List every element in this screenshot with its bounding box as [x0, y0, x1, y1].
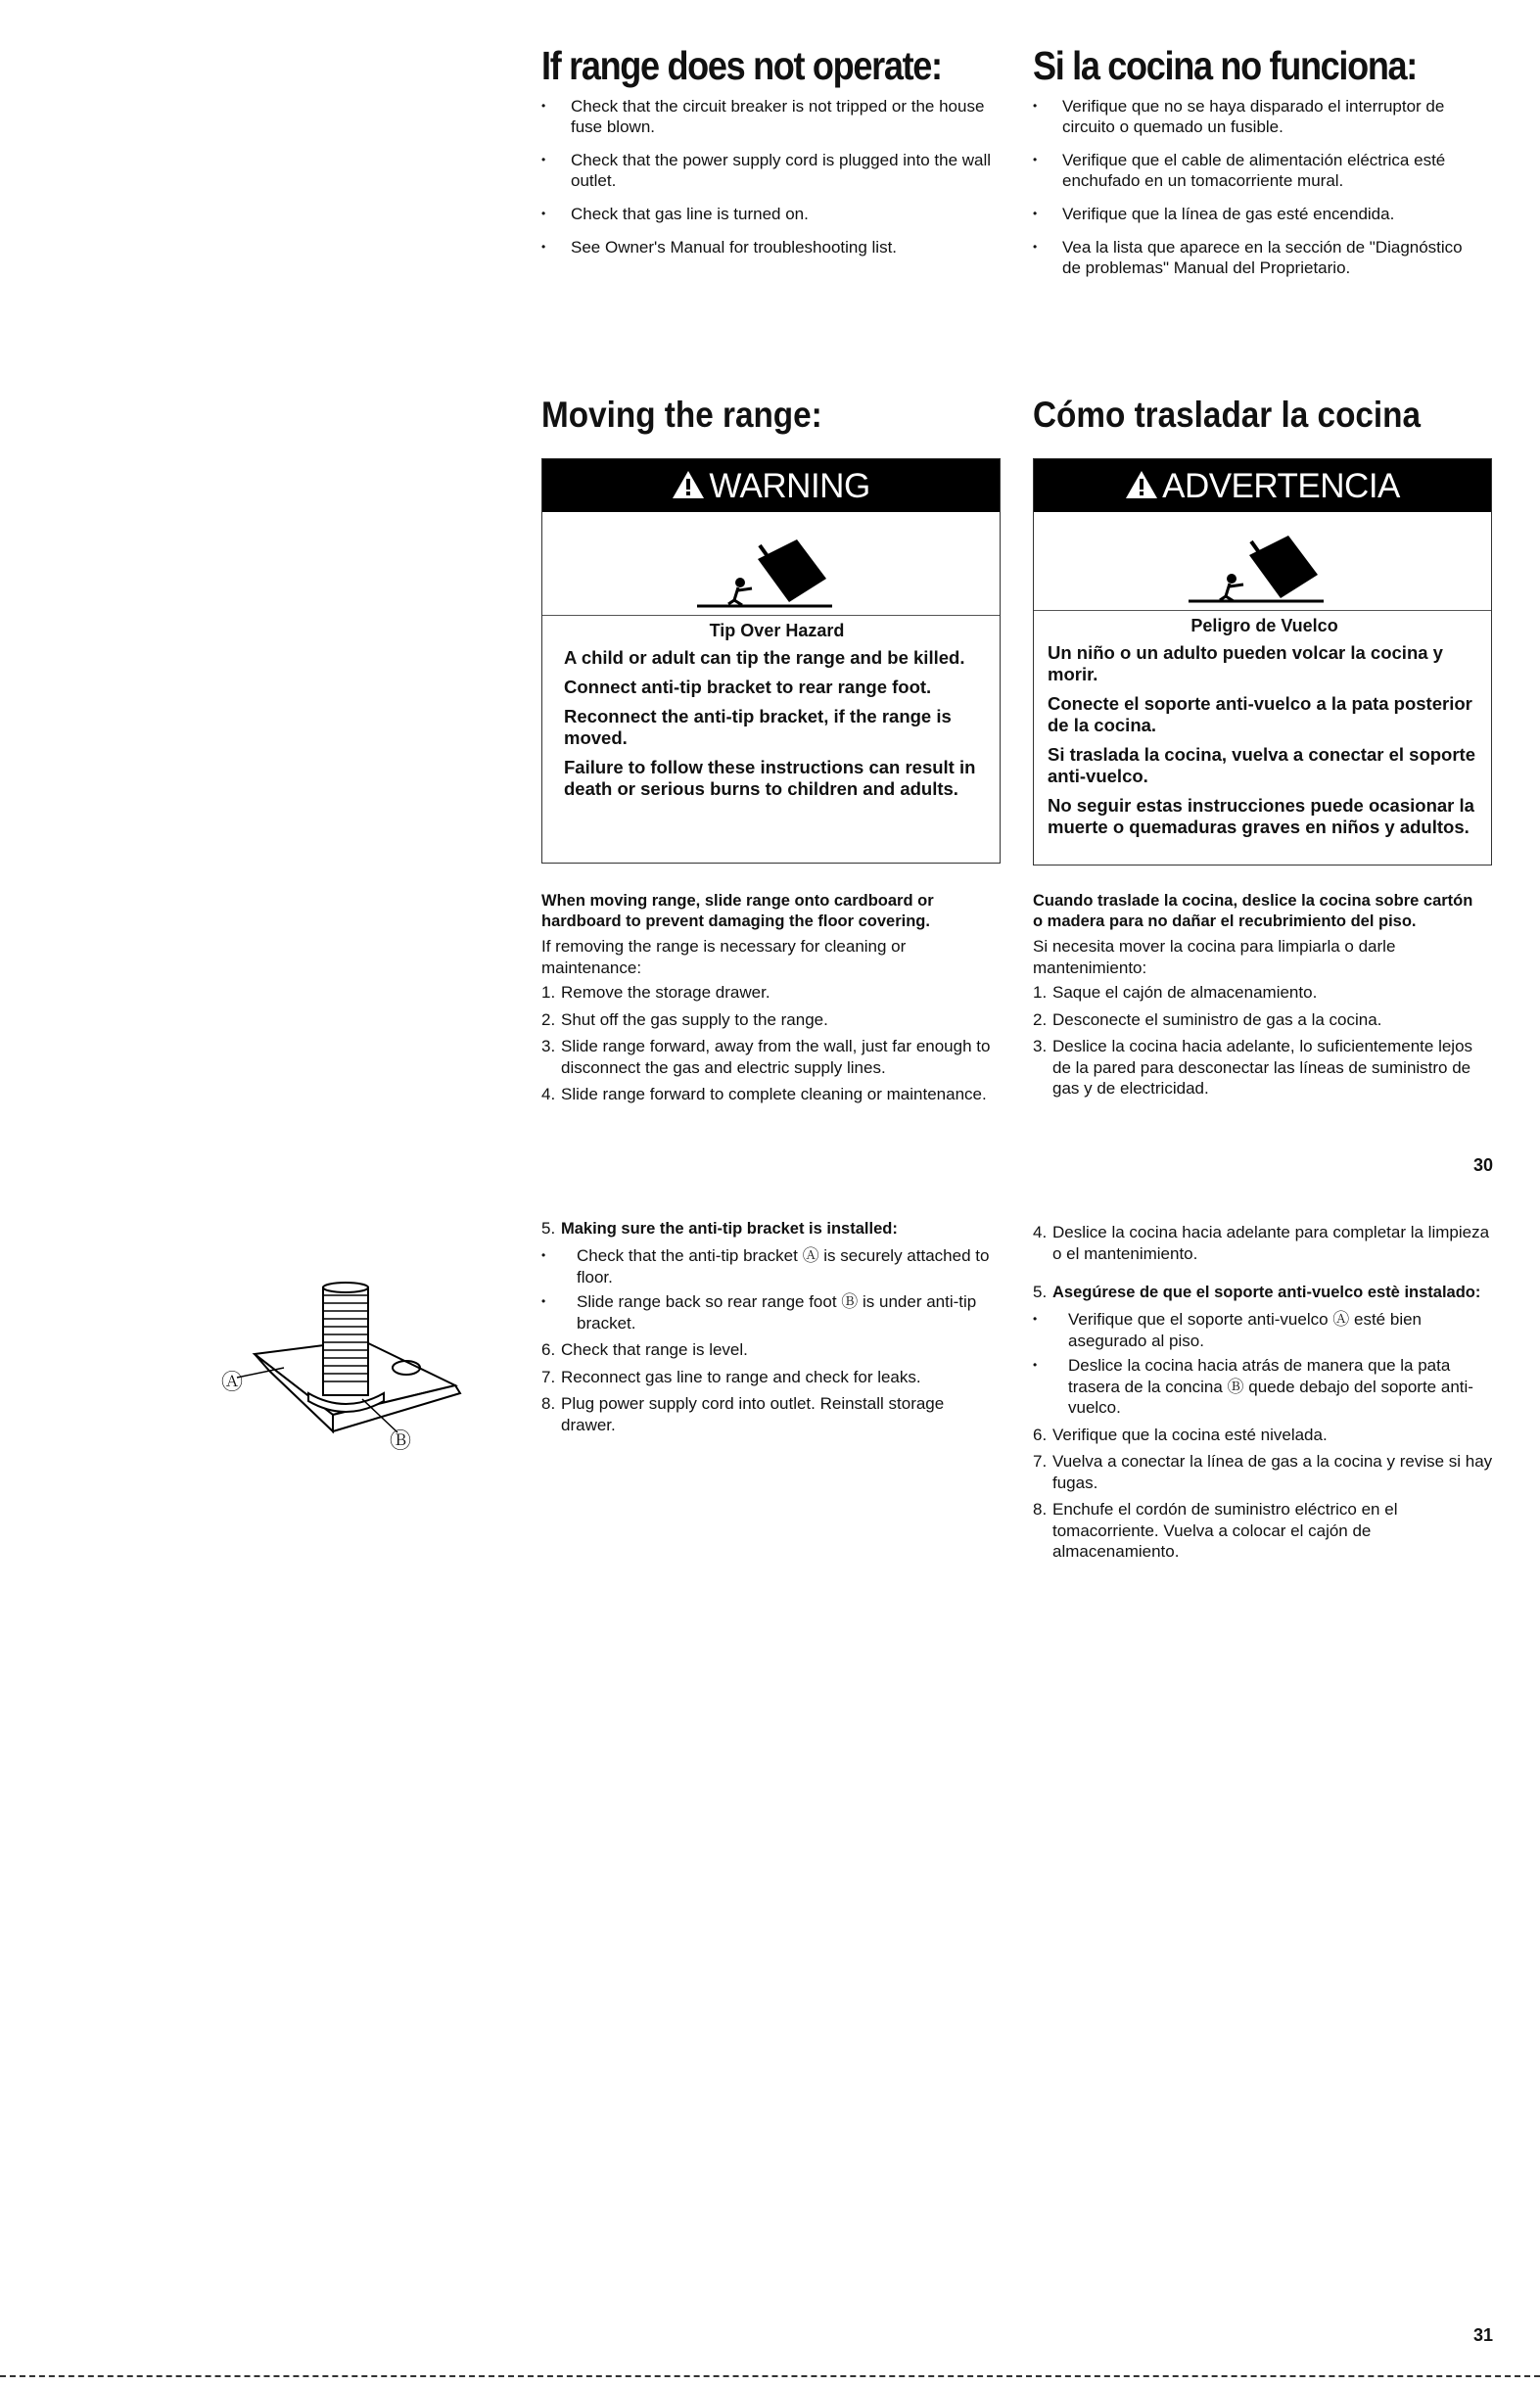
figure-label-b: Ⓑ: [390, 1428, 412, 1453]
list-item: 3. Slide range forward, away from the wall, just far enough to disconnect the gas and electric supply lines.: [541, 1037, 991, 1077]
warning-triangle-icon: [672, 461, 705, 516]
es-step5-title: Asegúrese de que el soporte anti-vuelco estè instalado:: [1052, 1284, 1481, 1301]
en-bottom-steps: [541, 1218, 1002, 1441]
list-item: • Check that gas line is turned on.: [541, 204, 992, 224]
en-warning-box: [541, 458, 1001, 864]
warning-line: A child or adult can tip the range and be killed.: [564, 647, 965, 668]
hazard-title: Peligro de Vuelco: [1190, 616, 1338, 635]
list-item: • Verifique que la línea de gas esté encendida.: [1033, 204, 1483, 224]
en-moving-steps: [541, 982, 992, 1105]
warning-text: [1034, 611, 1491, 852]
es-warning-box: [1033, 458, 1492, 866]
list-item: • Check that the anti-tip bracket Ⓐ is securely attached to floor.: [541, 1245, 1002, 1287]
page-number: 30: [1473, 1155, 1494, 1175]
list-item: • Verifique que el cable de alimentación eléctrica esté enchufado en un tomacorriente mural.: [1033, 150, 1483, 191]
en-moving-instructions: [541, 891, 992, 1111]
list-item: • See Owner's Manual for troubleshooting list.: [541, 237, 992, 257]
es-step5-sublist: [1033, 1309, 1493, 1419]
en-moving-title: Moving the range:: [541, 395, 822, 435]
list-item: 6. Check that range is level.: [541, 1340, 748, 1359]
en-troubleshoot-section: [541, 43, 1002, 270]
list-item: 2. Shut off the gas supply to the range.: [541, 1009, 828, 1029]
warning-line: Conecte el soporte anti-vuelco a la pata posterior de la cocina.: [1048, 693, 1472, 735]
list-item: 8. Enchufe el cordón de suministro eléctrico en el tomacorriente. Vuelva a colocar el cajón de almacenamiento.: [1033, 1500, 1398, 1561]
list-item: • Verifique que no se haya disparado el interruptor de circuito o quemado un fusible.: [1033, 96, 1483, 137]
list-item: 1. Saque el cajón de almacenamiento.: [1033, 983, 1318, 1002]
warning-text: [542, 616, 1000, 814]
list-item: • Check that the circuit breaker is not tripped or the house fuse blown.: [541, 96, 992, 137]
en-bottom-list: [541, 1218, 1002, 1435]
list-item: 7. Reconnect gas line to range and check for leaks.: [541, 1367, 921, 1386]
es-moving-steps: [1033, 982, 1483, 1099]
tip-over-illustration: [1034, 512, 1491, 611]
list-item: 3. Deslice la cocina hacia adelante, lo suficientemente lejos de la pared para desconectar las líneas de suministro de gas y de electricidad.: [1033, 1037, 1473, 1098]
warning-line: Si traslada la cocina, vuelva a conectar el soporte anti-vuelco.: [1048, 744, 1475, 786]
warning-banner: ADVERTENCIA: [1034, 459, 1491, 512]
es-moving-intro-bold: Cuando traslade la cocina, deslice la cocina sobre cartón o madera para no dañar el recubrimiento del piso.: [1033, 892, 1473, 930]
list-item: 7. Vuelva a conectar la línea de gas a la cocina y revise si hay fugas.: [1033, 1452, 1493, 1492]
page-number: 31: [1473, 2325, 1494, 2345]
es-moving-intro: Si necesita mover la cocina para limpiarla o darle mantenimiento:: [1033, 937, 1396, 977]
list-item: • Verifique que el soporte anti-vuelco Ⓐ esté bien asegurado al piso.: [1033, 1309, 1493, 1351]
list-item: • Check that the power supply cord is plugged into the wall outlet.: [541, 150, 992, 191]
hazard-title: Tip Over Hazard: [709, 621, 845, 640]
list-item: 5. Making sure the anti-tip bracket is installed: • Check that the anti-tip bracket Ⓐ is securely attached to floor. • Slide range back so rear range foot Ⓑ is under anti-tip bracket.: [541, 1218, 1002, 1333]
es-troubleshoot-list: [1033, 96, 1483, 278]
warning-line: Reconnect the anti-tip bracket, if the range is moved.: [564, 706, 952, 748]
es-moving-title: Cómo trasladar la cocina: [1033, 395, 1422, 435]
warning-banner: WARNING: [542, 459, 1000, 512]
figure-label-a: Ⓐ: [221, 1370, 244, 1394]
en-step5-sublist: [541, 1245, 1002, 1333]
en-step5-title: Making sure the anti-tip bracket is installed:: [561, 1220, 898, 1238]
tip-over-illustration: [542, 512, 1000, 616]
page-bottom-rule: [0, 2375, 1540, 2377]
list-item: • Deslice la cocina hacia atrás de manera que la pata trasera de la concina Ⓑ quede debajo del soporte anti-vuelco.: [1033, 1355, 1493, 1419]
list-item: 5. Asegúrese de que el soporte anti-vuelco estè instalado: • Verifique que el soporte anti-vuelco Ⓐ esté bien asegurado al piso. • Deslice la cocina hacia atrás de manera que la pata trasera de la concina Ⓑ quede debajo del soporte anti-vuelco.: [1033, 1282, 1493, 1419]
list-item: 6. Verifique que la cocina esté nivelada.: [1033, 1425, 1328, 1444]
warning-triangle-icon: [1125, 461, 1158, 516]
list-item: 1. Remove the storage drawer.: [541, 983, 770, 1002]
en-troubleshoot-title: If range does not operate:: [541, 43, 942, 88]
es-moving-instructions: [1033, 891, 1483, 1105]
es-bottom-steps: [1033, 1222, 1493, 1568]
warning-line: Failure to follow these instructions can result in death or serious burns to children and adults.: [564, 757, 976, 799]
es-bottom-list: [1033, 1222, 1493, 1563]
list-item: • Slide range back so rear range foot Ⓑ is under anti-tip bracket.: [541, 1291, 1002, 1333]
list-item: 4. Deslice la cocina hacia adelante para completar la limpieza o el mantenimiento.: [1033, 1223, 1490, 1263]
en-moving-intro-bold: When moving range, slide range onto cardboard or hardboard to prevent damaging the floor covering.: [541, 892, 934, 930]
warning-line: Connect anti-tip bracket to rear range foot.: [564, 677, 932, 697]
warning-line: Un niño o un adulto pueden volcar la cocina y morir.: [1048, 642, 1443, 684]
es-troubleshoot-title: Si la cocina no funciona:: [1033, 43, 1417, 88]
en-troubleshoot-list: [541, 96, 992, 257]
anti-tip-bracket-figure: [215, 1278, 470, 1453]
es-troubleshoot-section: [1033, 43, 1493, 291]
anti-tip-bracket-illustration: [215, 1278, 470, 1444]
list-item: 8. Plug power supply cord into outlet. Reinstall storage drawer.: [541, 1394, 945, 1434]
list-item: 2. Desconecte el suministro de gas a la cocina.: [1033, 1009, 1382, 1029]
list-item: • Vea la lista que aparece en la sección de "Diagnóstico de problemas" Manual del Proprietario.: [1033, 237, 1483, 278]
en-moving-intro: If removing the range is necessary for cleaning or maintenance:: [541, 937, 907, 977]
list-item: 4. Slide range forward to complete cleaning or maintenance.: [541, 1085, 987, 1103]
warning-line: No seguir estas instrucciones puede ocasionar la muerte o quemaduras graves en niños y adultos.: [1048, 795, 1474, 837]
